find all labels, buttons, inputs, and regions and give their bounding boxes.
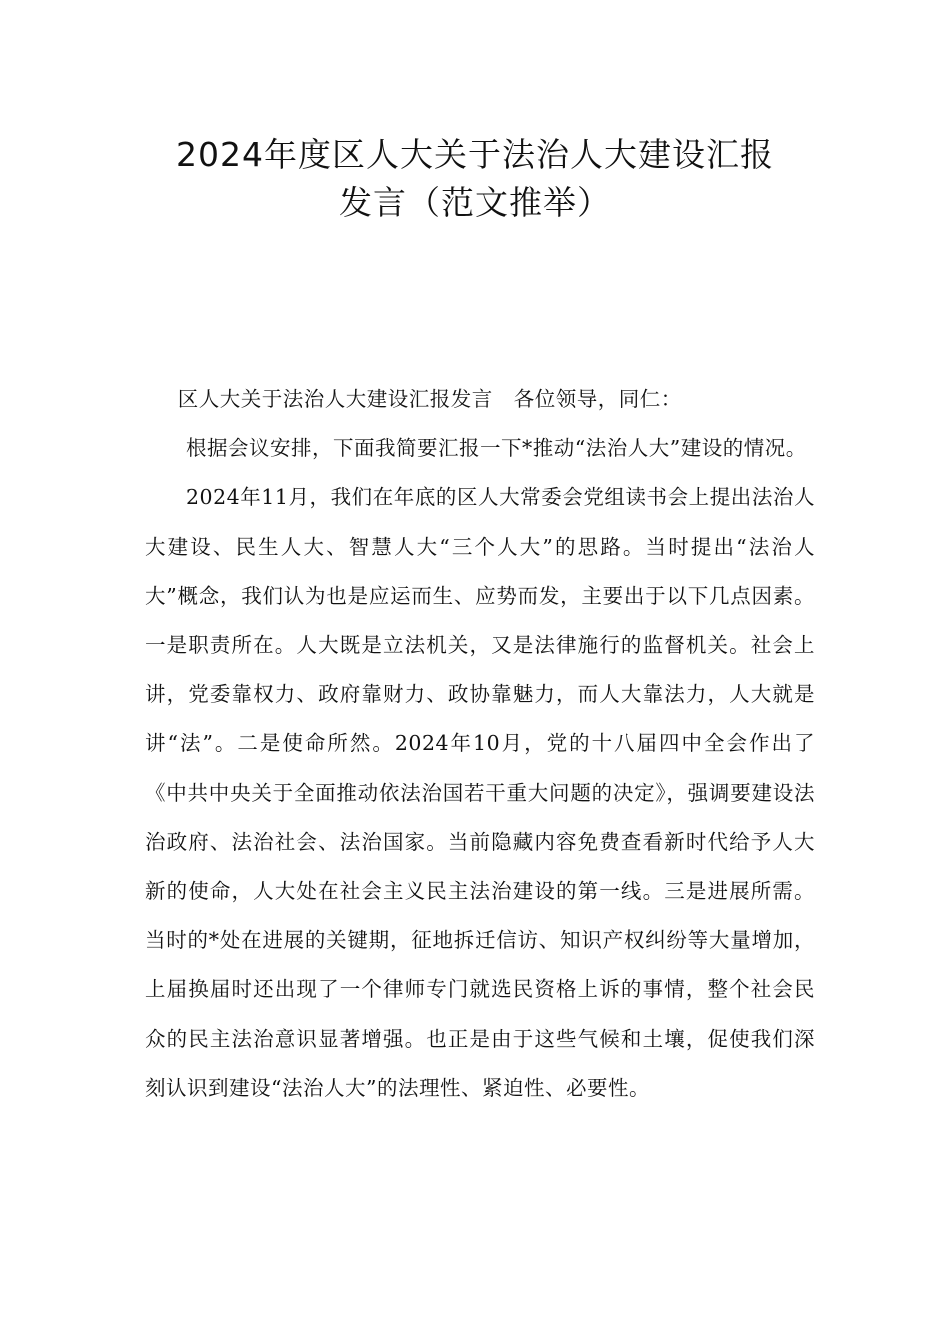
paragraph-main: 2024年11月，我们在年底的区人大常委会党组读书会上提出法治人大建设、民生人大、智慧人大“三个人大”的思路。当时提出“法治人大”概念，我们认为也是应运而生、应势而发，主要出于以下几点因素。一是职责所在。人大既是立法机关，又是法律施行的监督机关。社会上讲，党委靠权力、政府靠财力、政协靠魅力，而人大靠法力，人大就是讲“法”。二是使命所然。2024年10月，党的十八届四中全会作出了《中共中央关于全面推动依法治国若干重大问题的决定》，强调要建设法治政府、法治社会、法治国家。当前隐藏内容免费查看新时代给予人大新的使命，人大处在社会主义民主法治建设的第一线。三是进展所需。当时的*处在进展的关键期，征地拆迁信访、知识产权纠纷等大量增加，上届换届时还出现了一个律师专门就选民资格上诉的事情，整个社会民众的民主法治意识显著增强。也正是由于这些气候和土壤，促使我们深刻认识到建设“法治人大”的法理性、紧迫性、必要性。 [145,485,815,1100]
document-title-line-1: 2024年度区人大关于法治人大建设汇报 [176,135,774,174]
document-body [145,375,815,1113]
paragraph-salutation: 区人大关于法治人大建设汇报发言 各位领导，同仁： [177,387,682,411]
paragraph-intro: 根据会议安排，下面我简要汇报一下*推动“法治人大”建设的情况。 [186,436,807,461]
document-title-line-2: 发言（范文推举） [339,183,611,222]
